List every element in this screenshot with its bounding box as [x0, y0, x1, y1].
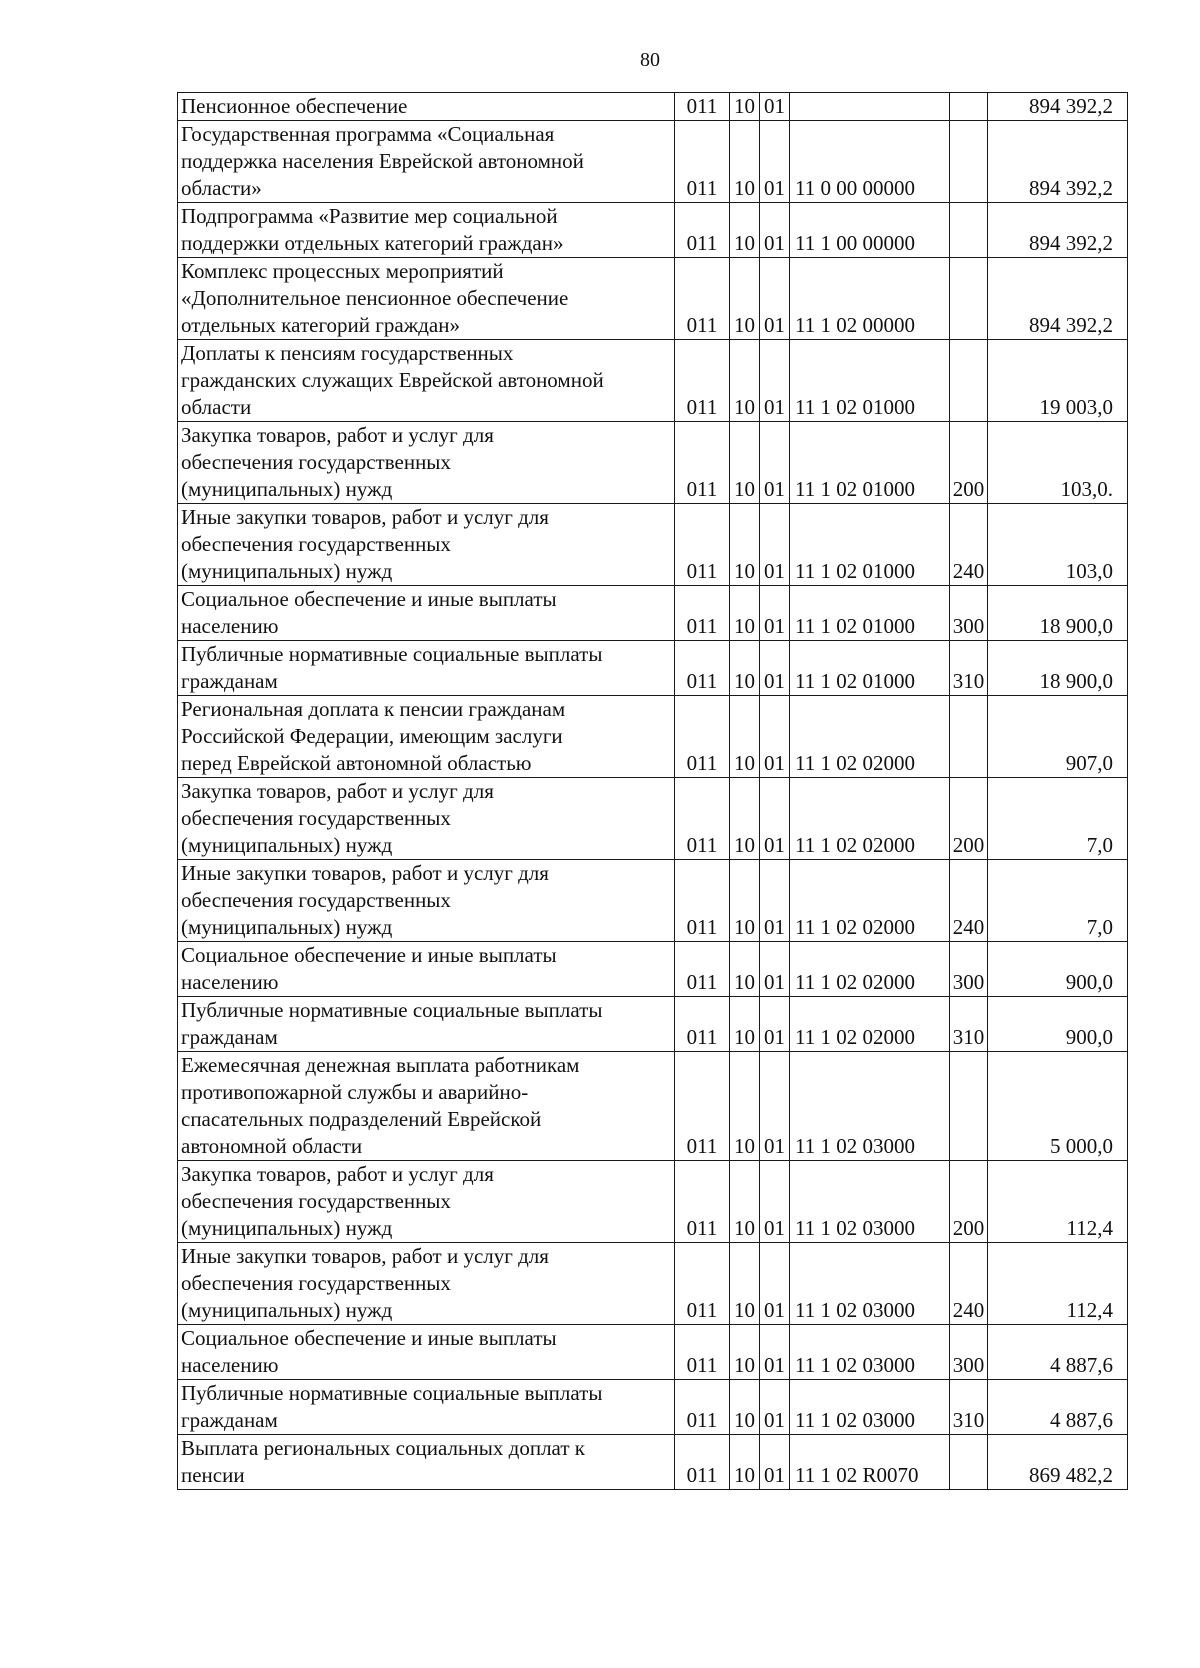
page-number: 80	[640, 49, 660, 71]
expense-type-cell	[950, 93, 988, 121]
amount-cell: 5 000,0	[988, 1052, 1128, 1161]
item-name-line: гражданам	[181, 669, 278, 693]
amount-cell: 103,0.	[988, 422, 1128, 504]
section-code-cell: 10	[730, 641, 760, 696]
item-name-line: противопожарной службы и аварийно-	[181, 1080, 529, 1104]
item-name-line: (муниципальных) нужд	[181, 1216, 393, 1240]
item-name-line: населению	[181, 970, 279, 994]
ministry-code-cell: 011	[675, 1325, 730, 1380]
expense-type-cell: 200	[950, 778, 988, 860]
ministry-code-cell: 011	[675, 860, 730, 942]
expense-type-cell	[950, 340, 988, 422]
section-code-cell: 10	[730, 121, 760, 203]
item-name-line: Пенсионное обеспечение	[181, 94, 408, 118]
table-row	[178, 641, 1128, 696]
subsection-code-cell: 01	[760, 340, 790, 422]
section-code-cell: 10	[730, 860, 760, 942]
amount-cell: 18 900,0	[988, 586, 1128, 641]
section-code-cell: 10	[730, 203, 760, 258]
table-row	[178, 504, 1128, 586]
ministry-code-cell: 011	[675, 1243, 730, 1325]
target-article-cell: 11 1 02 00000	[790, 258, 950, 340]
table-row	[178, 1052, 1128, 1161]
expense-type-cell: 310	[950, 997, 988, 1052]
section-code-cell: 10	[730, 258, 760, 340]
table-row	[178, 1243, 1128, 1325]
item-name-line: гражданам	[181, 1408, 278, 1432]
subsection-code-cell: 01	[760, 121, 790, 203]
ministry-code-cell: 011	[675, 997, 730, 1052]
budget-table	[177, 92, 1128, 1490]
item-name-line: области»	[181, 176, 262, 200]
item-name-line: Иные закупки товаров, работ и услуг для	[181, 861, 549, 885]
ministry-code-cell: 011	[675, 121, 730, 203]
item-name-line: обеспечения государственных	[181, 1189, 451, 1213]
subsection-code-cell: 01	[760, 778, 790, 860]
item-name-cell	[178, 340, 675, 422]
item-name-line: обеспечения государственных	[181, 888, 451, 912]
item-name-line: населению	[181, 1353, 279, 1377]
expense-type-cell: 200	[950, 422, 988, 504]
section-code-cell: 10	[730, 93, 760, 121]
target-article-cell: 11 1 02 02000	[790, 942, 950, 997]
item-name-line: Закупка товаров, работ и услуг для	[181, 779, 494, 803]
amount-cell: 4 887,6	[988, 1380, 1128, 1435]
section-code-cell: 10	[730, 1325, 760, 1380]
ministry-code-cell: 011	[675, 1435, 730, 1490]
target-article-cell: 11 0 00 00000	[790, 121, 950, 203]
item-name-line: обеспечения государственных	[181, 532, 451, 556]
ministry-code-cell: 011	[675, 340, 730, 422]
target-article-cell: 11 1 02 R0070	[790, 1435, 950, 1490]
ministry-code-cell: 011	[675, 1380, 730, 1435]
item-name-line: Государственная программа «Социальная	[181, 122, 555, 146]
item-name-line: Иные закупки товаров, работ и услуг для	[181, 505, 549, 529]
target-article-cell: 11 1 02 02000	[790, 778, 950, 860]
ministry-code-cell: 011	[675, 942, 730, 997]
item-name-cell	[178, 997, 675, 1052]
expense-type-cell	[950, 1435, 988, 1490]
expense-type-cell: 310	[950, 641, 988, 696]
table-row	[178, 586, 1128, 641]
ministry-code-cell: 011	[675, 258, 730, 340]
item-name-cell	[178, 121, 675, 203]
item-name-line: обеспечения государственных	[181, 806, 451, 830]
target-article-cell: 11 1 02 02000	[790, 696, 950, 778]
item-name-cell	[178, 203, 675, 258]
ministry-code-cell: 011	[675, 641, 730, 696]
item-name-cell	[178, 942, 675, 997]
item-name-line: Иные закупки товаров, работ и услуг для	[181, 1244, 549, 1268]
amount-cell: 869 482,2	[988, 1435, 1128, 1490]
section-code-cell: 10	[730, 1380, 760, 1435]
subsection-code-cell: 01	[760, 1325, 790, 1380]
expense-type-cell: 240	[950, 504, 988, 586]
subsection-code-cell: 01	[760, 203, 790, 258]
item-name-cell	[178, 1243, 675, 1325]
item-name-cell	[178, 860, 675, 942]
ministry-code-cell: 011	[675, 203, 730, 258]
amount-cell: 19 003,0	[988, 340, 1128, 422]
subsection-code-cell: 01	[760, 586, 790, 641]
target-article-cell: 11 1 02 03000	[790, 1380, 950, 1435]
target-article-cell: 11 1 02 01000	[790, 504, 950, 586]
section-code-cell: 10	[730, 340, 760, 422]
section-code-cell: 10	[730, 696, 760, 778]
target-article-cell: 11 1 02 03000	[790, 1243, 950, 1325]
item-name-line: (муниципальных) нужд	[181, 477, 393, 501]
target-article-cell: 11 1 02 01000	[790, 586, 950, 641]
item-name-cell	[178, 422, 675, 504]
item-name-cell	[178, 696, 675, 778]
item-name-cell	[178, 1380, 675, 1435]
amount-cell: 4 887,6	[988, 1325, 1128, 1380]
item-name-line: гражданам	[181, 1025, 278, 1049]
item-name-cell	[178, 641, 675, 696]
subsection-code-cell: 01	[760, 696, 790, 778]
target-article-cell	[790, 93, 950, 121]
item-name-line: пенсии	[181, 1463, 245, 1487]
item-name-line: Публичные нормативные социальные выплаты	[181, 998, 603, 1022]
amount-cell: 900,0	[988, 997, 1128, 1052]
ministry-code-cell: 011	[675, 93, 730, 121]
item-name-line: (муниципальных) нужд	[181, 833, 393, 857]
ministry-code-cell: 011	[675, 778, 730, 860]
section-code-cell: 10	[730, 942, 760, 997]
expense-type-cell	[950, 1052, 988, 1161]
ministry-code-cell: 011	[675, 422, 730, 504]
amount-cell: 894 392,2	[988, 203, 1128, 258]
item-name-line: гражданских служащих Еврейской автономной	[181, 368, 604, 392]
item-name-line: поддержки отдельных категорий граждан»	[181, 231, 564, 255]
expense-type-cell: 300	[950, 1325, 988, 1380]
subsection-code-cell: 01	[760, 641, 790, 696]
item-name-line: (муниципальных) нужд	[181, 559, 393, 583]
amount-cell: 112,4	[988, 1161, 1128, 1243]
section-code-cell: 10	[730, 997, 760, 1052]
table-row	[178, 860, 1128, 942]
item-name-line: Закупка товаров, работ и услуг для	[181, 423, 494, 447]
section-code-cell: 10	[730, 1052, 760, 1161]
budget-table-body	[178, 93, 1128, 1490]
section-code-cell: 10	[730, 586, 760, 641]
item-name-line: перед Еврейской автономной областью	[181, 751, 532, 775]
table-row	[178, 1161, 1128, 1243]
expense-type-cell	[950, 203, 988, 258]
item-name-cell	[178, 586, 675, 641]
target-article-cell: 11 1 02 01000	[790, 422, 950, 504]
subsection-code-cell: 01	[760, 997, 790, 1052]
expense-type-cell	[950, 121, 988, 203]
table-row	[178, 93, 1128, 121]
expense-type-cell: 310	[950, 1380, 988, 1435]
item-name-cell	[178, 1052, 675, 1161]
amount-cell: 7,0	[988, 778, 1128, 860]
table-row	[178, 696, 1128, 778]
target-article-cell: 11 1 02 03000	[790, 1325, 950, 1380]
item-name-line: обеспечения государственных	[181, 1271, 451, 1295]
table-row	[178, 422, 1128, 504]
subsection-code-cell: 01	[760, 1243, 790, 1325]
ministry-code-cell: 011	[675, 1161, 730, 1243]
expense-type-cell: 300	[950, 586, 988, 641]
table-row	[178, 121, 1128, 203]
section-code-cell: 10	[730, 1243, 760, 1325]
subsection-code-cell: 01	[760, 1161, 790, 1243]
item-name-line: населению	[181, 614, 279, 638]
item-name-line: (муниципальных) нужд	[181, 1298, 393, 1322]
target-article-cell: 11 1 00 00000	[790, 203, 950, 258]
subsection-code-cell: 01	[760, 1052, 790, 1161]
expense-type-cell: 240	[950, 1243, 988, 1325]
section-code-cell: 10	[730, 504, 760, 586]
amount-cell: 112,4	[988, 1243, 1128, 1325]
subsection-code-cell: 01	[760, 422, 790, 504]
amount-cell: 894 392,2	[988, 121, 1128, 203]
item-name-cell	[178, 1435, 675, 1490]
item-name-line: Доплаты к пенсиям государственных	[181, 341, 514, 365]
amount-cell: 900,0	[988, 942, 1128, 997]
expense-type-cell: 300	[950, 942, 988, 997]
item-name-line: Публичные нормативные социальные выплаты	[181, 1381, 603, 1405]
item-name-line: «Дополнительное пенсионное обеспечение	[181, 286, 569, 310]
table-row	[178, 1435, 1128, 1490]
section-code-cell: 10	[730, 778, 760, 860]
item-name-line: Подпрограмма «Развитие мер социальной	[181, 204, 558, 228]
section-code-cell: 10	[730, 1161, 760, 1243]
item-name-cell	[178, 778, 675, 860]
target-article-cell: 11 1 02 02000	[790, 997, 950, 1052]
target-article-cell: 11 1 02 03000	[790, 1161, 950, 1243]
item-name-line: (муниципальных) нужд	[181, 915, 393, 939]
expense-type-cell: 240	[950, 860, 988, 942]
item-name-line: поддержка населения Еврейской автономной	[181, 149, 584, 173]
table-row	[178, 1325, 1128, 1380]
table-row	[178, 997, 1128, 1052]
section-code-cell: 10	[730, 422, 760, 504]
subsection-code-cell: 01	[760, 504, 790, 586]
item-name-line: Закупка товаров, работ и услуг для	[181, 1162, 494, 1186]
table-row	[178, 340, 1128, 422]
amount-cell: 103,0	[988, 504, 1128, 586]
item-name-cell	[178, 258, 675, 340]
target-article-cell: 11 1 02 03000	[790, 1052, 950, 1161]
table-row	[178, 258, 1128, 340]
item-name-line: области	[181, 395, 252, 419]
subsection-code-cell: 01	[760, 860, 790, 942]
item-name-cell	[178, 1161, 675, 1243]
item-name-line: Ежемесячная денежная выплата работникам	[181, 1053, 580, 1077]
subsection-code-cell: 01	[760, 1380, 790, 1435]
item-name-line: Публичные нормативные социальные выплаты	[181, 642, 603, 666]
item-name-cell	[178, 1325, 675, 1380]
expense-type-cell	[950, 258, 988, 340]
item-name-line: спасательных подразделений Еврейской	[181, 1107, 542, 1131]
table-row	[178, 942, 1128, 997]
table-row	[178, 778, 1128, 860]
target-article-cell: 11 1 02 01000	[790, 641, 950, 696]
ministry-code-cell: 011	[675, 1052, 730, 1161]
amount-cell: 7,0	[988, 860, 1128, 942]
item-name-line: Выплата региональных социальных доплат к	[181, 1436, 585, 1460]
item-name-cell	[178, 504, 675, 586]
item-name-line: Социальное обеспечение и иные выплаты	[181, 587, 557, 611]
item-name-line: Региональная доплата к пенсии гражданам	[181, 697, 566, 721]
subsection-code-cell: 01	[760, 93, 790, 121]
table-row	[178, 1380, 1128, 1435]
target-article-cell: 11 1 02 02000	[790, 860, 950, 942]
item-name-line: обеспечения государственных	[181, 450, 451, 474]
item-name-line: автономной области	[181, 1134, 363, 1158]
amount-cell: 18 900,0	[988, 641, 1128, 696]
table-row	[178, 203, 1128, 258]
subsection-code-cell: 01	[760, 942, 790, 997]
subsection-code-cell: 01	[760, 258, 790, 340]
item-name-line: Комплекс процессных мероприятий	[181, 259, 504, 283]
item-name-line: Социальное обеспечение и иные выплаты	[181, 943, 557, 967]
subsection-code-cell: 01	[760, 1435, 790, 1490]
expense-type-cell	[950, 696, 988, 778]
expense-type-cell: 200	[950, 1161, 988, 1243]
item-name-cell	[178, 93, 675, 121]
item-name-line: Российской Федерации, имеющим заслуги	[181, 724, 563, 748]
amount-cell: 894 392,2	[988, 93, 1128, 121]
item-name-line: Социальное обеспечение и иные выплаты	[181, 1326, 557, 1350]
amount-cell: 907,0	[988, 696, 1128, 778]
ministry-code-cell: 011	[675, 586, 730, 641]
item-name-line: отдельных категорий граждан»	[181, 313, 460, 337]
ministry-code-cell: 011	[675, 696, 730, 778]
section-code-cell: 10	[730, 1435, 760, 1490]
amount-cell: 894 392,2	[988, 258, 1128, 340]
target-article-cell: 11 1 02 01000	[790, 340, 950, 422]
ministry-code-cell: 011	[675, 504, 730, 586]
